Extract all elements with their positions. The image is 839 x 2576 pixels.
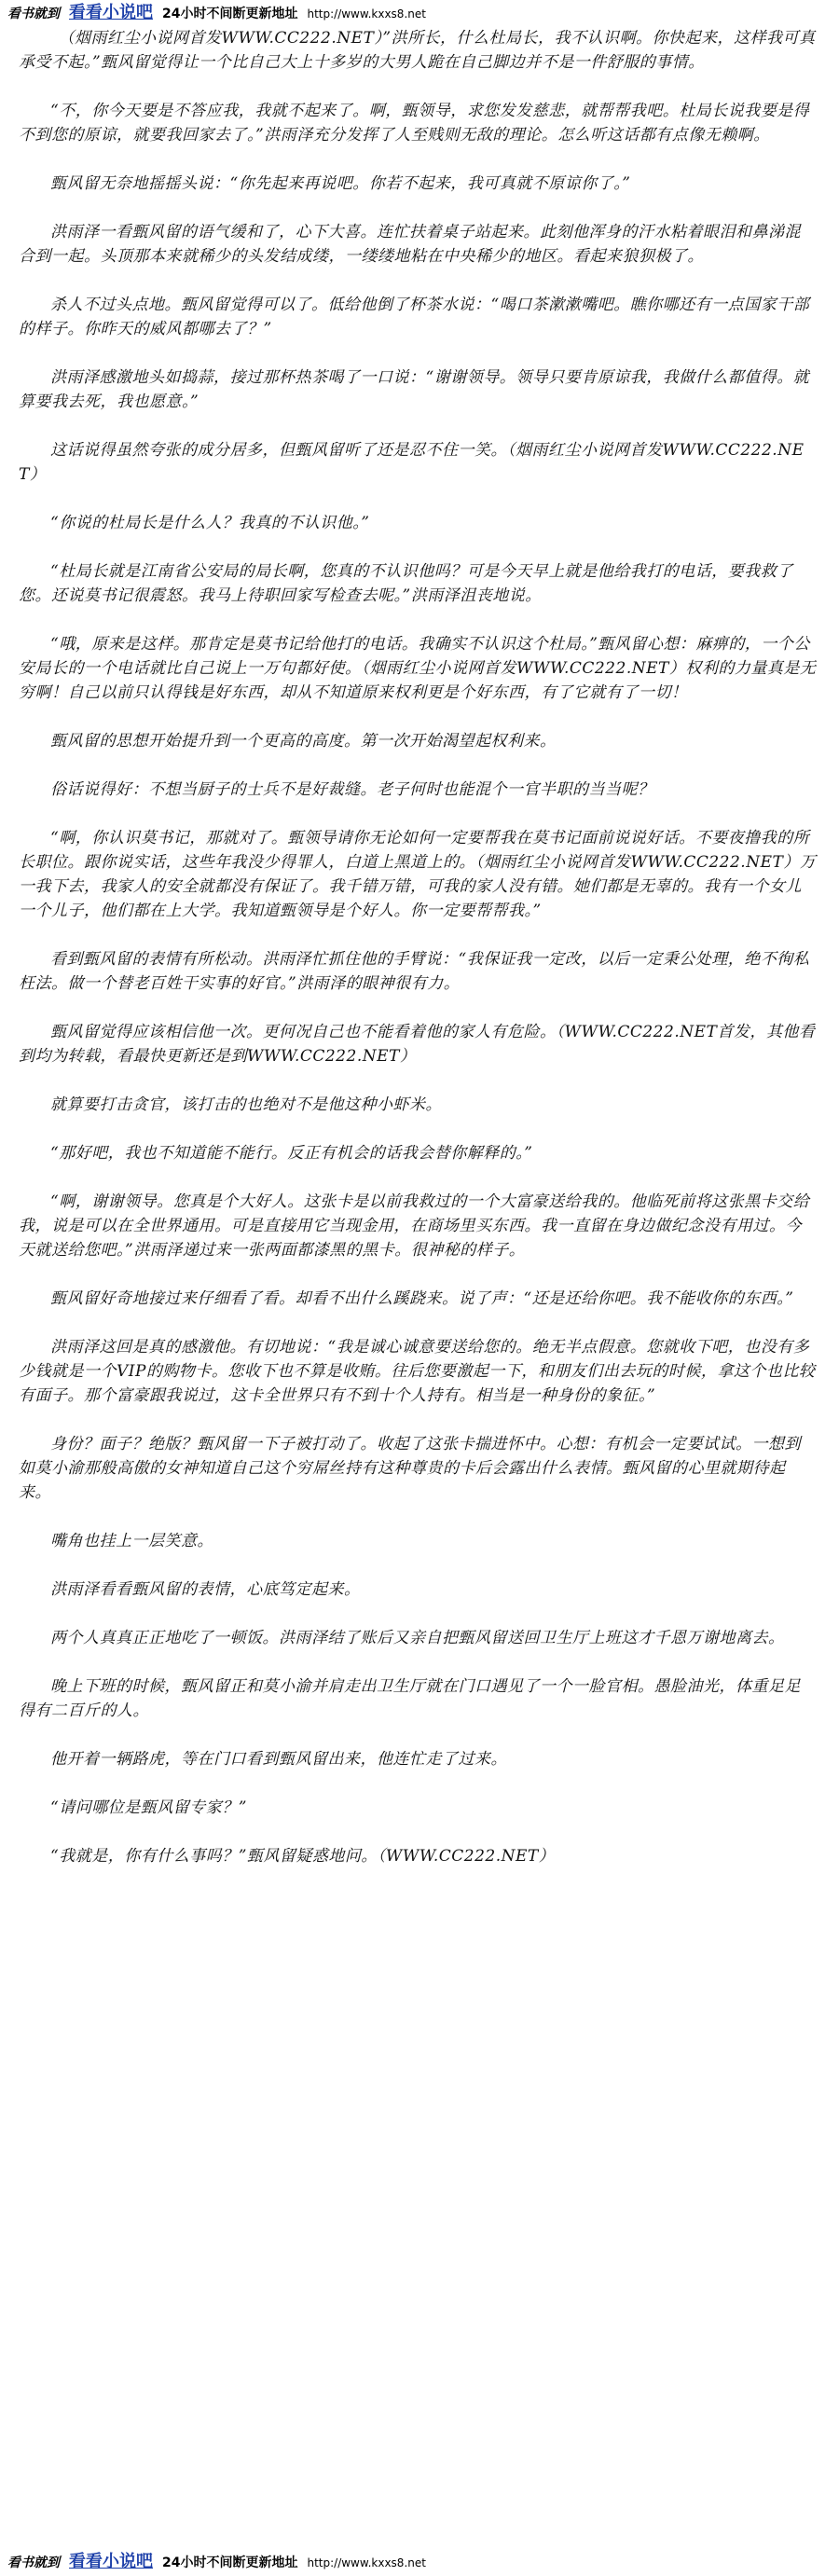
paragraph: 俗话说得好：不想当厨子的士兵不是好裁缝。老子何时也能混个一官半职的当当呢？: [50, 780, 654, 799]
paragraph: 嘴角也挂上一层笑意。: [50, 1532, 213, 1550]
banner-site-link[interactable]: 看看小说吧: [69, 3, 153, 22]
paragraph: 他开着一辆路虎，等在门口看到甄风留出来，他连忙走了过来。: [50, 1750, 507, 1769]
banner-brand: 看书就到: [7, 7, 60, 21]
paragraph: 这话说得虽然夸张的成分居多，但甄风留听了还是忍不住一笑。（烟雨红尘小说网首发WWW.CC222.NET）: [19, 441, 805, 484]
paragraph: 洪雨泽这回是真的感激他。有切地说：“我是诚心诚意要送给您的。绝无半点假意。您就收下吧，也没有多少钱就是一个VIP的购物卡。您收下也不算是收贿。往后您要激起一下，和朋友们出去玩的时候，拿这个也比较有面子。那个富豪跟我说过，这卡全世界只有不到十个人持有。相当是一种身份的象征。”: [19, 1338, 816, 1405]
paragraph: “不，你今天要是不答应我，我就不起来了。啊，甄领导，求您发发慈悲，就帮帮我吧。杜局长说我要是得不到您的原谅，就要我回家去了。”洪雨泽充分发挥了人至贱则无敌的理论。怎么听这话都有点像无赖啊。: [19, 102, 810, 145]
paragraph: 两个人真真正正地吃了一顿饭。洪雨泽结了账后又亲自把甄风留送回卫生厅上班这才千恩万谢地离去。: [50, 1629, 785, 1647]
paragraph: “那好吧，我也不知道能不能行。反正有机会的话我会替你解释的。”: [50, 1144, 533, 1163]
banner-url-link[interactable]: http://www.kxxs8.net: [307, 2556, 426, 2569]
paragraph: “请问哪位是甄风留专家？”: [50, 1798, 247, 1817]
banner-tagline: 24小时不间断更新地址: [162, 2555, 298, 2570]
paragraph: “啊，你认识莫书记，那就对了。甄领导请你无论如何一定要帮我在莫书记面前说说好话。不要夜撸我的所长职位。跟你说实话，这些年我没少得罪人，白道上黑道上的。（烟雨红尘小说网首发WWW.CC222.NET）万一我下去，我家人的安全就都没有保证了。我千错万错，可我的家人没有错。她们都是无辜的。我有一个女儿一个儿子，他们都在上大学。我知道甄领导是个好人。你一定要帮帮我。”: [19, 829, 817, 920]
article-body: [0, 26, 839, 1893]
paragraph: 晚上下班的时候，甄风留正和莫小渝并肩走出卫生厅就在门口遇见了一个一脸官相。愚脸油光，体重足足得有二百斤的人。: [19, 1677, 801, 1720]
paragraph: 甄风留好奇地接过来仔细看了看。却看不出什么蹊跷来。说了声：“还是还给你吧。我不能收你的东西。”: [50, 1289, 794, 1308]
paragraph: “啊，谢谢领导。您真是个大好人。这张卡是以前我救过的一个大富豪送给我的。他临死前将这张黑卡交给我，说是可以在全世界通用。可是直接用它当现金用，在商场里买东西。我一直留在身边做纪念没有用过。今天就送给您吧。”洪雨泽递过来一张两面都漆黑的黑卡。很神秘的样子。: [19, 1192, 810, 1260]
paragraph: 甄风留无奈地摇摇头说：“你先起来再说吧。你若不起来，我可真就不原谅你了。”: [50, 174, 631, 193]
top-banner: [0, 0, 433, 26]
paragraph: 看到甄风留的表情有所松动。洪雨泽忙抓住他的手臂说：“我保证我一定改，以后一定秉公处理，绝不徇私枉法。做一个替老百姓干实事的好官。”洪雨泽的眼神很有力。: [19, 950, 810, 993]
paragraph: “哦，原来是这样。那肯定是莫书记给他打的电话。我确实不认识这个杜局。”甄风留心想：麻痹的，一个公安局长的一个电话就比自己说上一万句都好使。（烟雨红尘小说网首发WWW.CC222.NET）权利的力量真是无穷啊！自己以前只认得钱是好东西，却从不知道原来权利更是个好东西，有了它就有了一切！: [19, 635, 817, 702]
paragraph: “我就是，你有什么事吗？”甄风留疑惑地问。（WWW.CC222.NET）: [50, 1847, 556, 1866]
paragraph: 洪雨泽感激地头如捣蒜，接过那杯热茶喝了一口说：“谢谢领导。领导只要肯原谅我，我做什么都值得。就算要我去死，我也愿意。”: [19, 368, 810, 411]
paragraph: 洪雨泽一看甄风留的语气缓和了，心下大喜。连忙扶着桌子站起来。此刻他浑身的汗水粘着眼泪和鼻涕混合到一起。头顶那本来就稀少的头发结成缕，一缕缕地粘在中央稀少的地区。看起来狼狈极了。: [19, 223, 801, 266]
paragraph: “杜局长就是江南省公安局的局长啊，您真的不认识他吗？可是今天早上就是他给我打的电话，要我救了您。还说莫书记很震怒。我马上待职回家写检查去呢。”洪雨泽沮丧地说。: [19, 562, 793, 605]
paragraph: 甄风留觉得应该相信他一次。更何况自己也不能看着他的家人有危险。（WWW.CC222.NET首发，其他看到均为转载，看最快更新还是到WWW.CC222.NET）: [19, 1023, 816, 1066]
banner-brand: 看书就到: [7, 2555, 60, 2570]
paragraph: “你说的杜局长是什么人？我真的不认识他。”: [50, 514, 370, 532]
bottom-banner: [0, 2549, 433, 2575]
paragraph: 洪雨泽看看甄风留的表情，心底笃定起来。: [50, 1580, 361, 1599]
paragraph: 就算要打击贪官，该打击的也绝对不是他这种小虾米。: [50, 1095, 442, 1114]
paragraph: （烟雨红尘小说网首发WWW.CC222.NET）”洪所长，什么杜局长，我不认识啊。你快起来，这样我可真承受不起。”甄风留觉得让一个比自己大上十多岁的大男人跪在自己脚边并不是一件舒服的事情。: [19, 29, 816, 72]
banner-url-link[interactable]: http://www.kxxs8.net: [307, 7, 426, 21]
banner-site-link[interactable]: 看看小说吧: [69, 2552, 153, 2571]
paragraph: 身份？面子？绝版？甄风留一下子被打动了。收起了这张卡揣进怀中。心想：有机会一定要试试。一想到如莫小渝那般高傲的女神知道自己这个穷屌丝持有这种尊贵的卡后会露出什么表情。甄风留的心里就期待起来。: [19, 1435, 801, 1502]
paragraph: 甄风留的思想开始提升到一个更高的高度。第一次开始渴望起权利来。: [50, 732, 557, 751]
banner-tagline: 24小时不间断更新地址: [162, 7, 298, 21]
paragraph: 杀人不过头点地。甄风留觉得可以了。低给他倒了杯茶水说：“喝口茶漱漱嘴吧。瞧你哪还有一点国家干部的样子。你昨天的威风都哪去了？”: [19, 296, 810, 338]
